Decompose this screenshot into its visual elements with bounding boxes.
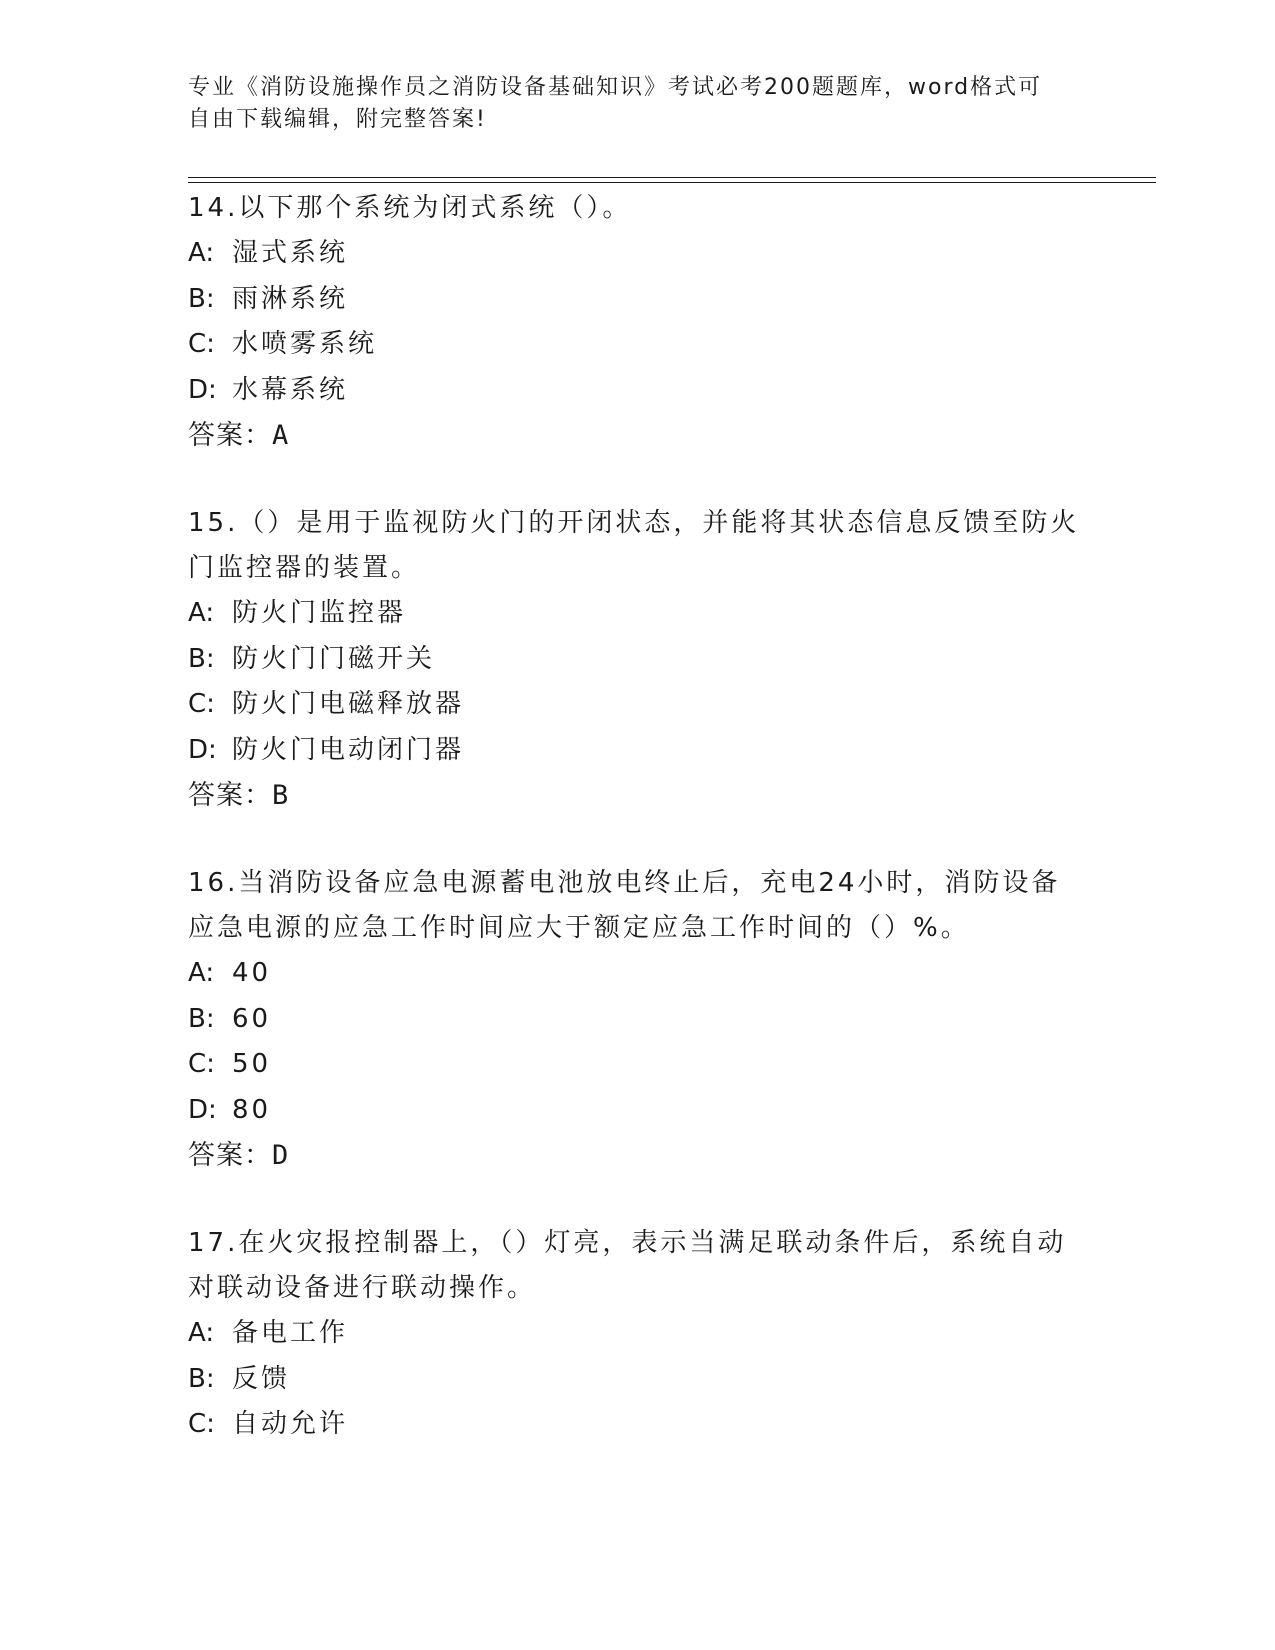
document-header xyxy=(188,72,1088,136)
option-d xyxy=(188,728,1088,774)
question-stem-line: 14.以下那个系统为闭式系统（）。 xyxy=(188,193,632,223)
option-b xyxy=(188,637,1088,683)
option-text: 防火门电动闭门器 xyxy=(232,734,465,765)
option-a xyxy=(188,951,1088,997)
option-a xyxy=(188,231,1088,277)
option-text: 湿式系统 xyxy=(232,238,349,268)
answer-line xyxy=(188,773,1088,819)
answer-line xyxy=(188,413,1088,459)
option-key: D: xyxy=(188,1094,217,1125)
option-c xyxy=(188,1402,1088,1448)
option-key: C: xyxy=(188,689,215,719)
question-14 xyxy=(188,186,1088,459)
option-text: 水幕系统 xyxy=(232,374,349,405)
question-15 xyxy=(188,501,1088,819)
question-stem-line: 17.在火灾报控制器上，（）灯亮，表示当满足联动条件后，系统自动 xyxy=(188,1228,1067,1258)
option-a xyxy=(188,591,1088,637)
question-stem xyxy=(188,861,1088,951)
option-key: B: xyxy=(188,1003,215,1034)
option-text: 60 xyxy=(232,1003,272,1034)
option-text: 50 xyxy=(232,1049,272,1079)
question-stem-line: 应急电源的应急工作时间应大于额定应急工作时间的（）%。 xyxy=(188,913,970,943)
option-d xyxy=(188,1088,1088,1134)
answer-label: 答案： xyxy=(188,420,272,451)
option-key: A: xyxy=(188,958,215,988)
option-key: D: xyxy=(188,374,217,405)
header-line-1: 专业《消防设施操作员之消防设备基础知识》考试必考200题题库，word格式可 xyxy=(188,75,1043,100)
question-list xyxy=(188,186,1088,1448)
question-16 xyxy=(188,861,1088,1179)
answer-label: 答案： xyxy=(188,780,272,811)
option-c xyxy=(188,682,1088,728)
question-stem xyxy=(188,1221,1088,1311)
answer-line xyxy=(188,1133,1088,1179)
option-text: 水喷雾系统 xyxy=(232,329,378,359)
header-line-2: 自由下载编辑，附完整答案! xyxy=(188,107,487,132)
option-text: 40 xyxy=(232,958,272,988)
option-text: 80 xyxy=(232,1094,272,1125)
answer-value: B xyxy=(272,780,290,811)
question-stem-line: 对联动设备进行联动操作。 xyxy=(188,1273,537,1303)
option-d xyxy=(188,368,1088,414)
option-c xyxy=(188,1042,1088,1088)
option-key: A: xyxy=(188,238,215,268)
question-stem xyxy=(188,501,1088,591)
option-text: 自动允许 xyxy=(232,1409,349,1439)
option-text: 防火门电磁释放器 xyxy=(232,689,465,719)
header-divider-bottom xyxy=(188,182,1156,183)
answer-value: D xyxy=(272,1140,290,1171)
option-key: C: xyxy=(188,329,215,359)
option-text: 雨淋系统 xyxy=(232,283,349,314)
option-a xyxy=(188,1311,1088,1357)
option-c xyxy=(188,322,1088,368)
question-stem-line: 门监控器的装置。 xyxy=(188,553,421,583)
option-key: A: xyxy=(188,1318,215,1348)
option-key: B: xyxy=(188,643,215,674)
option-b xyxy=(188,277,1088,323)
option-key: B: xyxy=(188,283,215,314)
question-stem-line: 15.（）是用于监视防火门的开闭状态，并能将其状态信息反馈至防火 xyxy=(188,508,1080,538)
option-key: C: xyxy=(188,1409,215,1439)
option-text: 备电工作 xyxy=(232,1318,349,1348)
answer-label: 答案： xyxy=(188,1140,272,1171)
option-key: A: xyxy=(188,598,215,628)
option-key: D: xyxy=(188,734,217,765)
option-key: B: xyxy=(188,1363,215,1394)
question-stem-line: 16.当消防设备应急电源蓄电池放电终止后，充电24小时，消防设备 xyxy=(188,868,1061,898)
option-b xyxy=(188,997,1088,1043)
option-text: 反馈 xyxy=(232,1363,291,1394)
option-text: 防火门门磁开关 xyxy=(232,643,436,674)
answer-value: A xyxy=(272,420,290,451)
option-key: C: xyxy=(188,1049,215,1079)
option-text: 防火门监控器 xyxy=(232,598,407,628)
question-17 xyxy=(188,1221,1088,1448)
option-b xyxy=(188,1357,1088,1403)
header-divider-top xyxy=(188,177,1156,178)
question-stem xyxy=(188,186,1088,231)
